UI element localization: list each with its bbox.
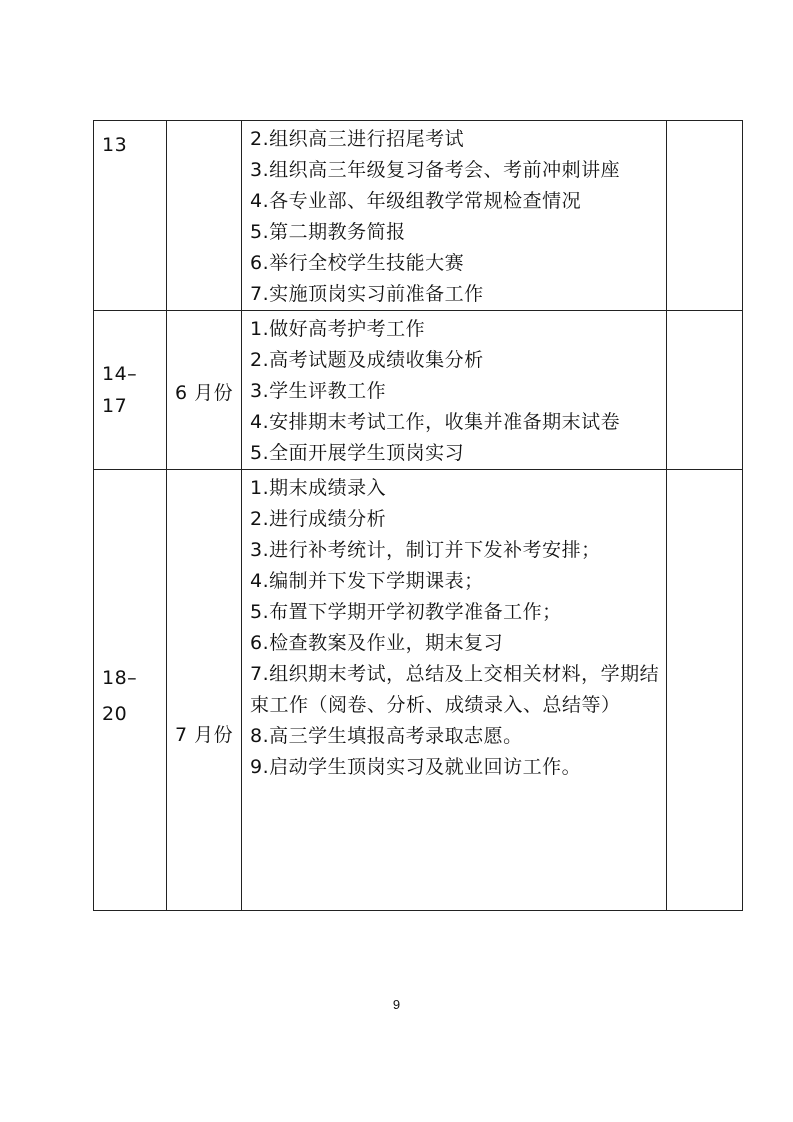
page-number: 9: [392, 997, 401, 1012]
tasks-cell: [242, 121, 667, 311]
list-item: 6.检查教案及作业，期末复习: [250, 632, 504, 654]
week-cell: [94, 121, 167, 311]
week-label-line: 18–: [102, 667, 138, 689]
month-cell: [167, 311, 242, 470]
month-label: 6 月份: [175, 382, 234, 404]
week-cell: [94, 470, 167, 911]
list-item: 1.做好高考护考工作: [250, 318, 426, 340]
week-cell: [94, 311, 167, 470]
schedule-table: [93, 120, 743, 911]
list-item: 6.举行全校学生技能大赛: [250, 252, 465, 274]
list-item: 2.进行成绩分析: [250, 508, 387, 530]
month-cell: [167, 121, 242, 311]
list-item: 5.全面开展学生顶岗实习: [250, 442, 465, 464]
list-item: 5.第二期教务简报: [250, 221, 406, 243]
table-row: [94, 311, 743, 470]
list-item: 9.启动学生顶岗实习及就业回访工作。: [250, 756, 582, 778]
list-item: 5.布置下学期开学初教学准备工作；: [250, 601, 562, 623]
note-cell: [667, 311, 743, 470]
list-item: 3.学生评教工作: [250, 380, 387, 402]
list-item: 2.组织高三进行招尾考试: [250, 128, 465, 150]
week-label: [102, 358, 162, 422]
list-item: 8.高三学生填报高考录取志愿。: [250, 725, 523, 747]
tasks-cell: [242, 470, 667, 911]
list-item: 1.期末成绩录入: [250, 477, 387, 499]
month-cell: [167, 470, 242, 911]
task-list: [242, 311, 666, 469]
table-row: [94, 121, 743, 311]
task-list: [242, 470, 666, 783]
list-item: 4.安排期末考试工作，收集并准备期末试卷: [250, 411, 621, 433]
list-item: 3.进行补考统计，制订并下发补考安排；: [250, 539, 601, 561]
tasks-cell: [242, 311, 667, 470]
week-label: 13: [102, 134, 128, 156]
list-item: 7.实施顶岗实习前准备工作: [250, 283, 484, 305]
table-row: [94, 470, 743, 911]
list-item: 4.编制并下发下学期课表；: [250, 570, 484, 592]
list-item: 7.组织期末考试，总结及上交相关材料，学期结束工作（阅卷、分析、成绩录入、总结等）: [250, 663, 660, 716]
note-cell: [667, 121, 743, 311]
task-list: [242, 121, 666, 310]
note-cell: [667, 470, 743, 911]
week-label-line: 17: [102, 395, 128, 417]
week-label-line: 20: [102, 703, 128, 725]
list-item: 2.高考试题及成绩收集分析: [250, 349, 484, 371]
week-label-line: 14–: [102, 363, 138, 385]
list-item: 3.组织高三年级复习备考会、考前冲刺讲座: [250, 159, 621, 181]
month-label: 7 月份: [175, 724, 234, 746]
list-item: 4.各专业部、年级组教学常规检查情况: [250, 190, 582, 212]
week-label: [102, 660, 162, 732]
